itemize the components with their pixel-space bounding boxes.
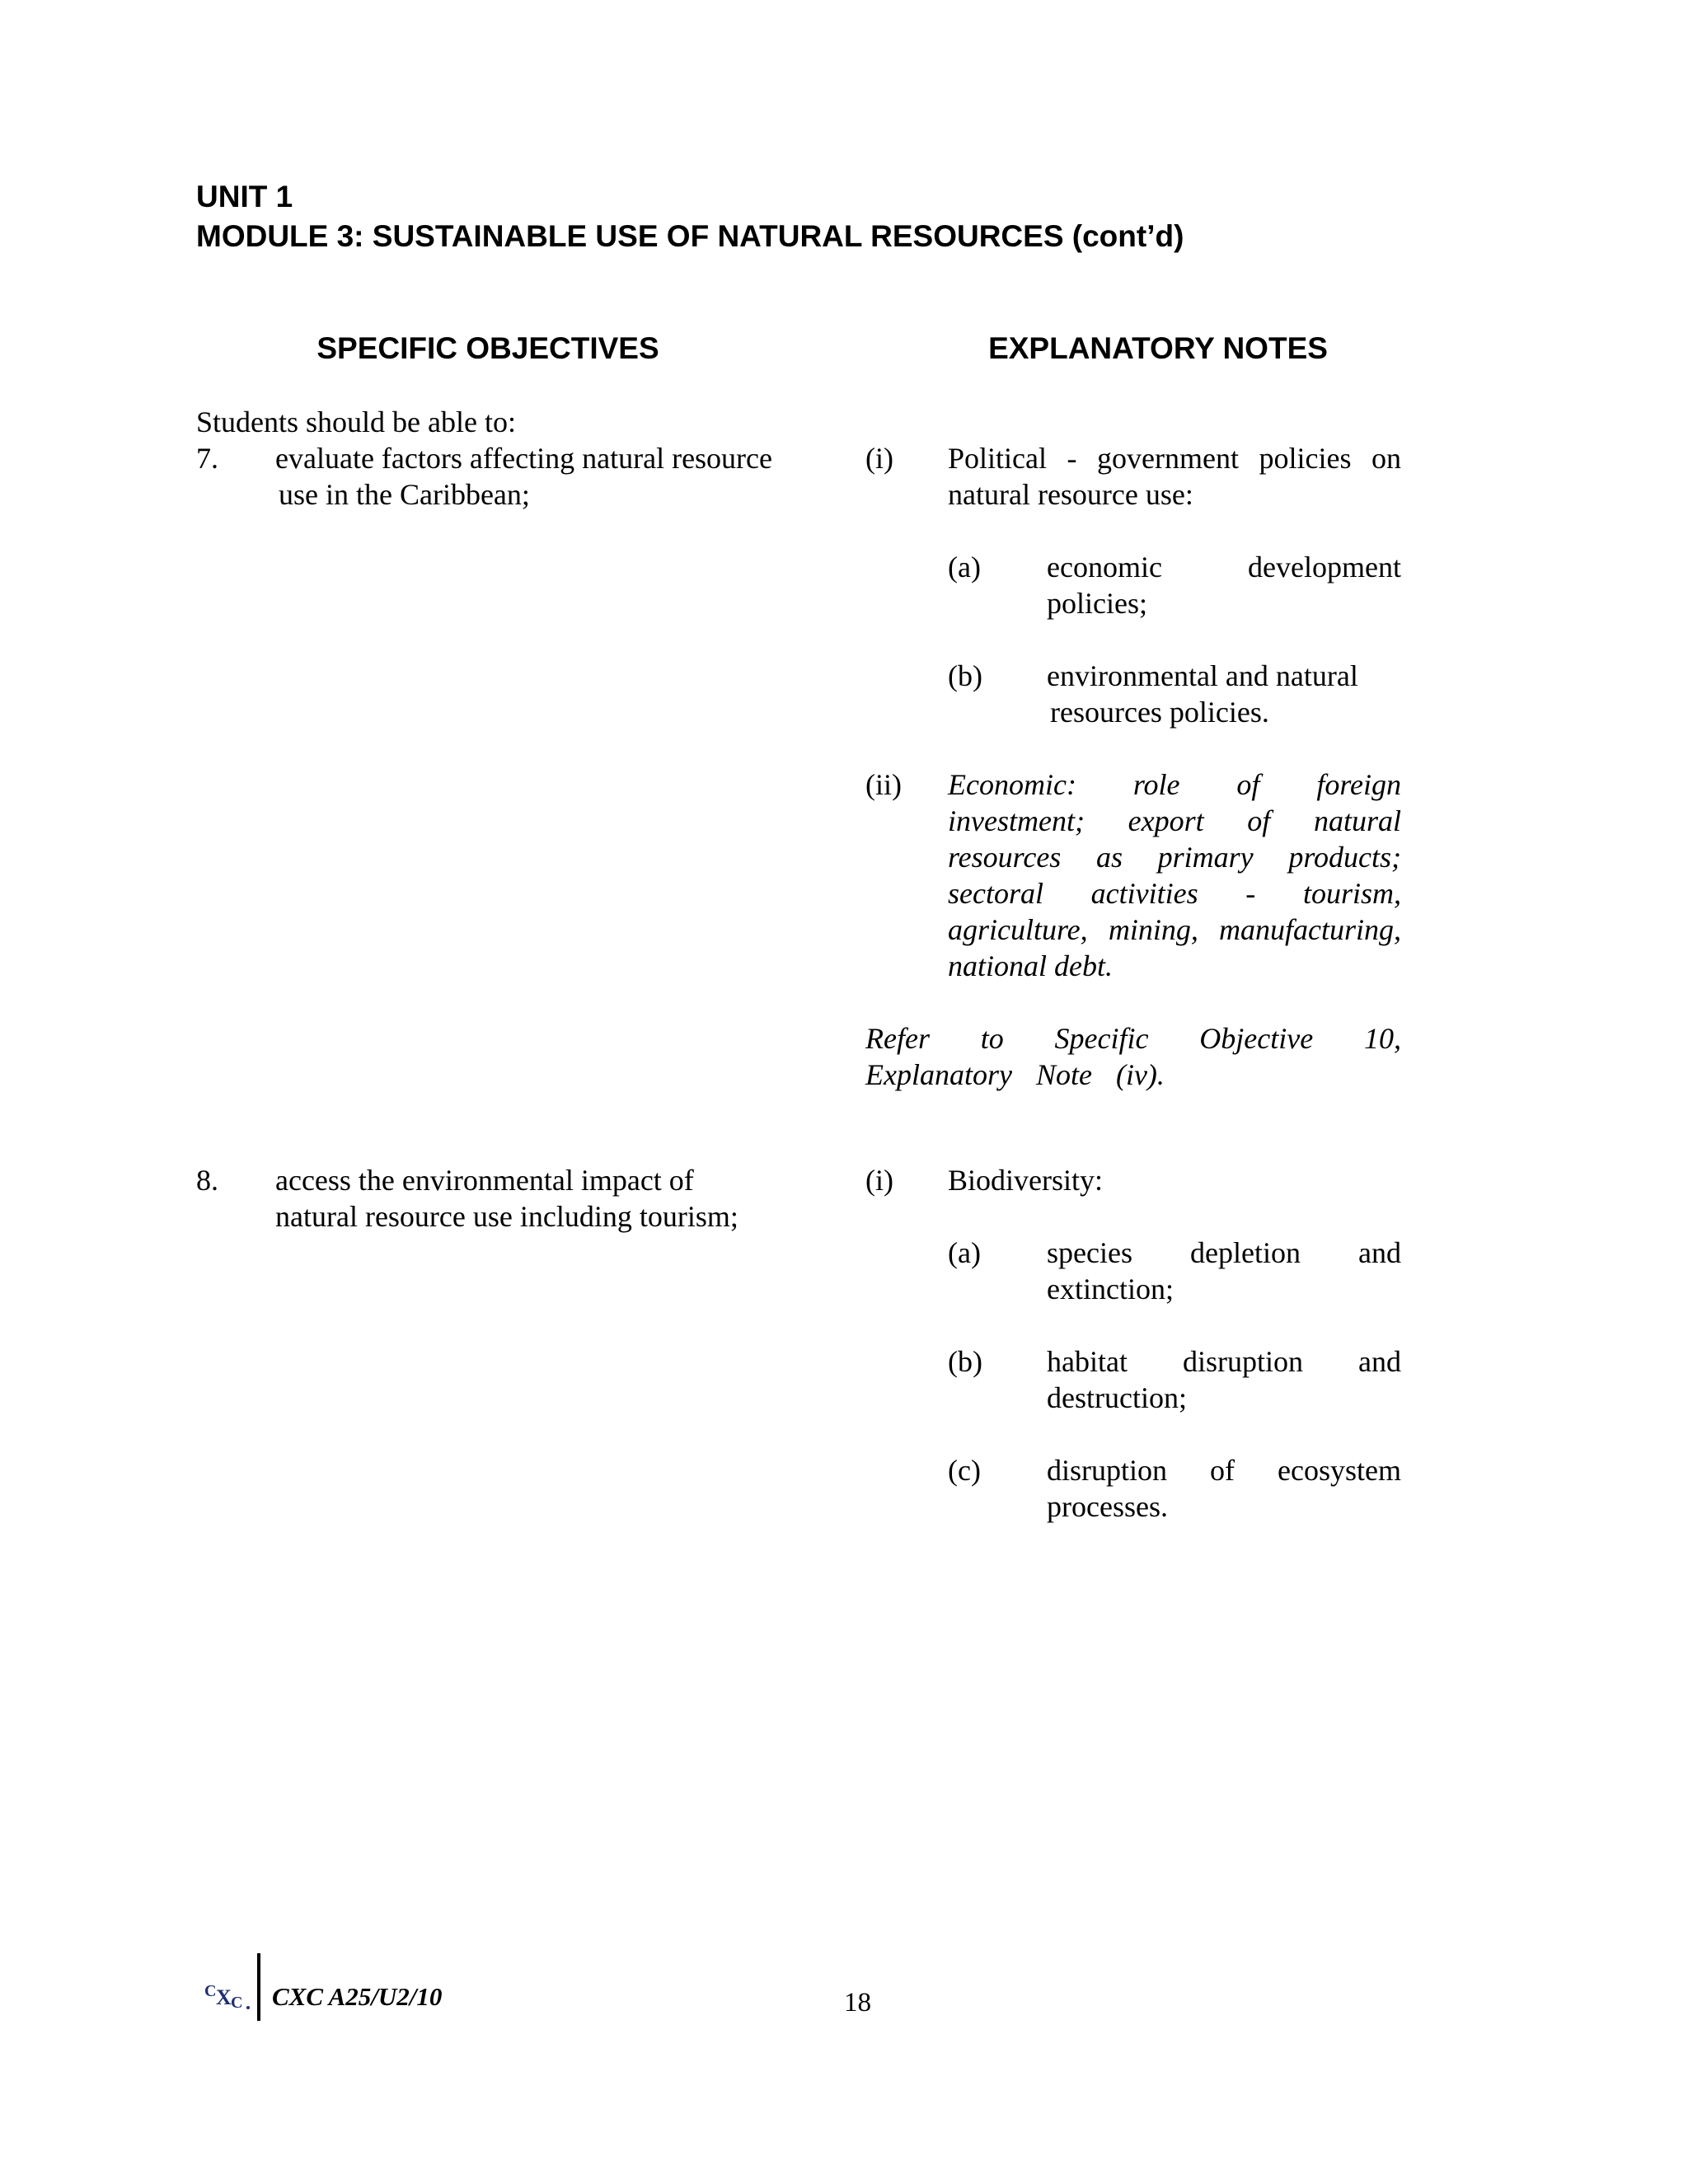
page-number: 18 [844, 1988, 871, 2018]
unit-title: UNIT 1 [196, 180, 293, 213]
subitem-text-line: policies; [1047, 587, 1147, 620]
objective-text-line: natural resource use including tourism; [275, 1200, 738, 1233]
objective-number: 7. [196, 442, 218, 475]
svg-text:C: C [204, 1982, 217, 2000]
subitem-text-line: processes. [1047, 1490, 1168, 1523]
document-code: CXC A25/U2/10 [272, 1982, 443, 2011]
note-text-line: national debt. [948, 949, 1113, 982]
note-text-line: resources as primary products; [948, 841, 1401, 874]
subitem-text-line: extinction; [1047, 1272, 1174, 1305]
note-label: (i) [865, 442, 893, 475]
objective-text-line: use in the Caribbean; [279, 478, 530, 511]
objective-text-line: evaluate factors affecting natural resource [275, 442, 772, 475]
subitem-text-line: environmental and natural [1047, 659, 1358, 692]
note-label: (ii) [865, 768, 902, 801]
note-text-line: Political - government policies on [948, 442, 1401, 475]
note-text-line: sectoral activities - tourism, [948, 877, 1401, 910]
footer-divider [257, 1953, 260, 2021]
note-text-line: natural resource use: [948, 478, 1193, 511]
subitem-text-line: species depletion and [1047, 1236, 1401, 1269]
subitem-text-line: economic development [1047, 551, 1401, 583]
note-text-line: investment; export of natural [948, 804, 1401, 837]
note-text-line: Economic: role of foreign [948, 768, 1401, 801]
note-text-line: agriculture, mining, manufacturing, [948, 913, 1401, 946]
subitem-text-line: habitat disruption and [1047, 1345, 1401, 1378]
objective-text-line: access the environmental impact of [275, 1164, 694, 1197]
subitem-text-line: disruption of ecosystem [1047, 1454, 1401, 1487]
cxc-logo-icon [203, 1971, 252, 2013]
subitem-label: (a) [948, 1236, 981, 1269]
subitem-label: (a) [948, 551, 981, 583]
objective-number: 8. [196, 1164, 218, 1197]
refer-note-line: Refer to Specific Objective 10, [865, 1022, 1401, 1055]
explanatory-notes-heading: EXPLANATORY NOTES [988, 331, 1328, 365]
subitem-label: (b) [948, 659, 982, 692]
specific-objectives-heading: SPECIFIC OBJECTIVES [316, 331, 659, 365]
subitem-text-line: resources policies. [1050, 696, 1269, 729]
subitem-label: (b) [948, 1345, 982, 1378]
svg-text:X: X [216, 1985, 232, 2009]
module-title: MODULE 3: SUSTAINABLE USE OF NATURAL RESOURCES (cont’d) [196, 219, 1184, 253]
subitem-text-line: destruction; [1047, 1381, 1187, 1414]
intro-text: Students should be able to: [196, 405, 516, 438]
cxc-logo [203, 1971, 252, 2013]
refer-note-line: Explanatory Note (iv). [865, 1058, 1165, 1091]
note-label: (i) [865, 1164, 893, 1197]
svg-text:C: C [231, 1994, 243, 2012]
subitem-label: (c) [948, 1454, 981, 1487]
note-text-line: Biodiversity: [948, 1164, 1103, 1197]
